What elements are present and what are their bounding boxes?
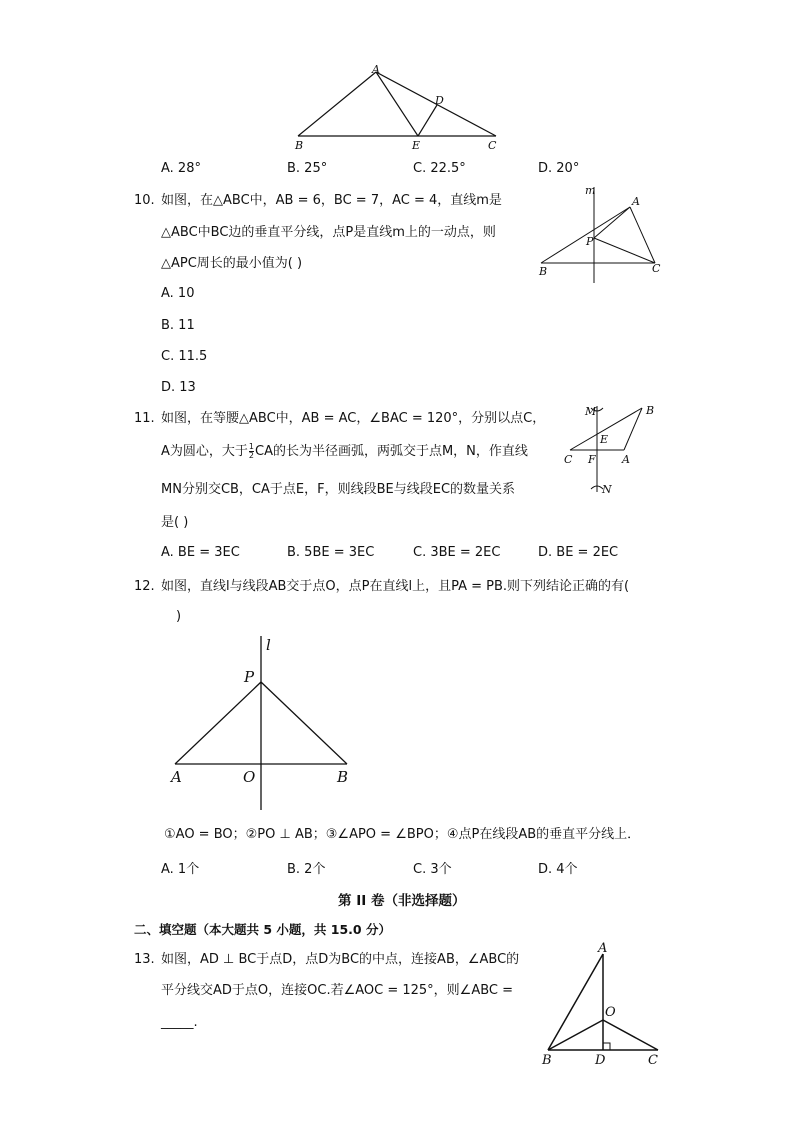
q12-label-b: B bbox=[337, 768, 349, 786]
q12-number: 12. bbox=[134, 579, 155, 594]
q9-option-a[interactable]: A. 28° bbox=[161, 161, 201, 176]
q11-line2 bbox=[161, 443, 528, 461]
q11-frac-den: 2 bbox=[248, 451, 254, 460]
q11-frac-num: 1 bbox=[248, 442, 254, 451]
q9-option-b[interactable]: B. 25° bbox=[287, 161, 328, 176]
q11-label-a: A bbox=[622, 453, 630, 466]
q10-line1: 如图，在△ABC中，AB = 6，BC = 7，AC = 4，直线m是 bbox=[161, 193, 502, 208]
q10-figure bbox=[535, 183, 667, 285]
q11-fraction bbox=[249, 443, 254, 460]
q11-option-b[interactable]: B. 5BE = 3EC bbox=[287, 545, 375, 560]
q10-label-p: P bbox=[586, 235, 594, 248]
q9-label-a: A bbox=[372, 63, 380, 76]
q12-label-p: P bbox=[244, 668, 255, 686]
q10-label-m: m bbox=[585, 184, 596, 197]
q11-label-f: F bbox=[588, 453, 596, 466]
q12-label-o: O bbox=[243, 768, 256, 786]
q9-option-d[interactable]: D. 20° bbox=[538, 161, 580, 176]
q13-label-a: A bbox=[598, 941, 608, 956]
q11-label-m: M bbox=[585, 405, 597, 418]
q10-number: 10. bbox=[134, 193, 155, 208]
q10-line2: △ABC中BC边的垂直平分线，点P是直线m上的一动点，则 bbox=[161, 225, 496, 240]
q10-option-d[interactable]: D. 13 bbox=[161, 380, 196, 395]
q12-label-l: l bbox=[266, 636, 271, 654]
q10-label-a: A bbox=[632, 195, 640, 208]
q11-line4: 是( ) bbox=[161, 515, 189, 530]
part2-title: 第 II 卷（非选择题） bbox=[338, 893, 466, 909]
q12-figure bbox=[165, 632, 365, 814]
q10-line3: △APC周长的最小值为( ) bbox=[161, 256, 303, 271]
q11-option-d[interactable]: D. BE = 2EC bbox=[538, 545, 619, 560]
q10-label-c: C bbox=[652, 262, 661, 275]
q10-option-c[interactable]: C. 11.5 bbox=[161, 349, 208, 364]
q9-option-c[interactable]: C. 22.5° bbox=[413, 161, 466, 176]
q13-label-d: D bbox=[595, 1053, 606, 1068]
q11-option-c[interactable]: C. 3BE = 2EC bbox=[413, 545, 501, 560]
q11-option-a[interactable]: A. BE = 3EC bbox=[161, 545, 240, 560]
q11-label-b: B bbox=[646, 404, 655, 417]
q13-figure bbox=[538, 940, 668, 1072]
q12-option-a[interactable]: A. 1个 bbox=[161, 862, 200, 877]
q11-line2-suffix: CA的长为半径画弧，两弧交于点M，N，作直线 bbox=[255, 444, 528, 459]
q12-option-c[interactable]: C. 3个 bbox=[413, 862, 452, 877]
q12-line1: 如图，直线l与线段AB交于点O，点P在直线l上，且PA = PB.则下列结论正确的有( bbox=[161, 579, 630, 594]
q11-number: 11. bbox=[134, 411, 155, 426]
q12-option-b[interactable]: B. 2个 bbox=[287, 862, 326, 877]
q13-number: 13. bbox=[134, 952, 155, 967]
q11-label-e: E bbox=[600, 433, 609, 446]
q10-option-a[interactable]: A. 10 bbox=[161, 286, 195, 301]
q10-label-b: B bbox=[539, 265, 548, 278]
q12-line2: ) bbox=[176, 609, 182, 624]
q11-line2-prefix: A为圆心，大于 bbox=[161, 444, 248, 459]
section2-title: 二、填空题（本大题共 5 小题，共 15.0 分） bbox=[134, 922, 391, 937]
q11-line3: MN分别交CB，CA于点E，F，则线段BE与线段EC的数量关系 bbox=[161, 482, 516, 497]
q9-label-d: D bbox=[435, 94, 444, 107]
q9-label-b: B bbox=[295, 139, 304, 152]
q10-option-b[interactable]: B. 11 bbox=[161, 318, 195, 333]
q12-conclusions: ①AO = BO；②PO ⊥ AB；③∠APO = ∠BPO；④点P在线段AB的垂直平分线上． bbox=[164, 827, 641, 842]
q9-label-c: C bbox=[488, 139, 497, 152]
q13-label-b: B bbox=[542, 1053, 552, 1068]
q13-line1: 如图，AD ⊥ BC于点D，点D为BC的中点，连接AB，∠ABC的 bbox=[161, 952, 520, 967]
q11-figure bbox=[560, 400, 664, 498]
q9-figure bbox=[290, 62, 510, 154]
q11-label-n: N bbox=[602, 483, 612, 496]
q13-line3: _____. bbox=[161, 1015, 198, 1030]
q12-option-d[interactable]: D. 4个 bbox=[538, 862, 578, 877]
q13-line2: 平分线交AD于点O，连接OC.若∠AOC = 125°，则∠ABC = bbox=[161, 983, 514, 998]
q11-label-c: C bbox=[564, 453, 573, 466]
q12-label-a: A bbox=[171, 768, 182, 786]
q11-line1: 如图，在等腰△ABC中，AB = AC，∠BAC = 120°，分别以点C， bbox=[161, 411, 546, 426]
q13-label-o: O bbox=[605, 1005, 616, 1020]
q9-label-e: E bbox=[412, 139, 421, 152]
q13-label-c: C bbox=[648, 1053, 658, 1068]
